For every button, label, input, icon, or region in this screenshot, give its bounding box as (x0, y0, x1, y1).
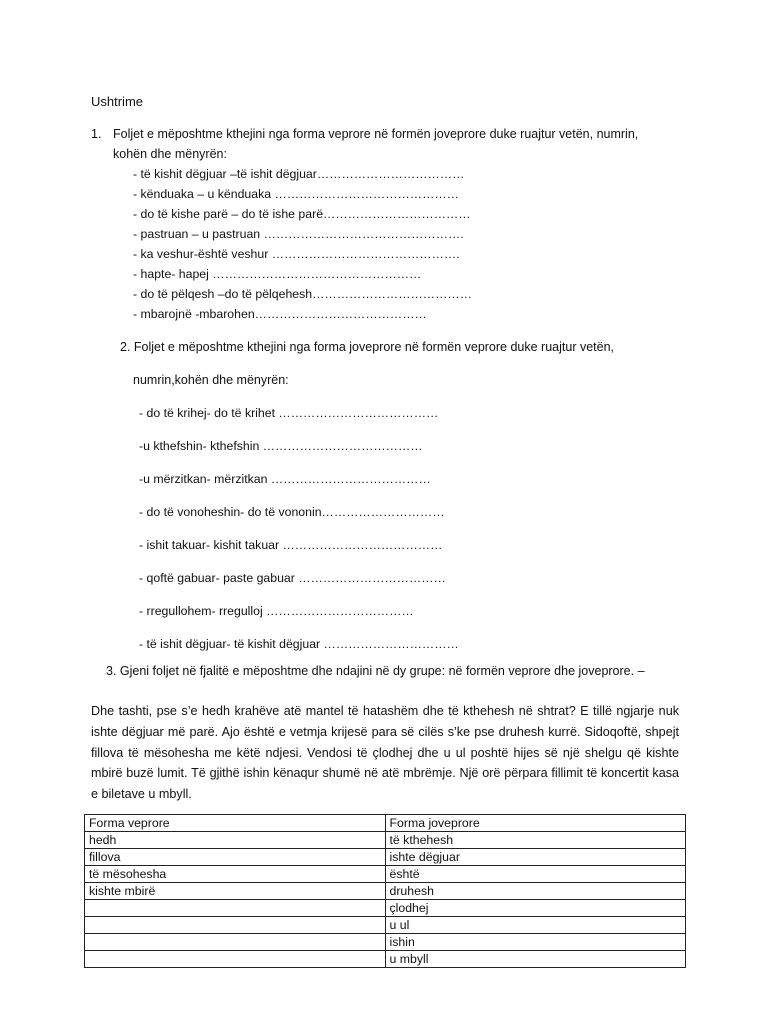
table-row (85, 849, 686, 866)
table-cell: hedh (85, 832, 386, 849)
table-cell: u ul (385, 917, 686, 934)
table-row (85, 866, 686, 883)
table-cell: është (385, 866, 686, 883)
exercise2-item: - do të krihej- do të krihet ………………………………… (139, 406, 439, 420)
exercise2-item: -u mërzitkan- mërzitkan ………………………………… (139, 472, 431, 486)
exercise2-instruction-line2: numrin,kohën dhe mënyrën: (133, 373, 289, 387)
exercise2-item: - të ishit dëgjuar- të kishit dëgjuar …………………………… (139, 637, 459, 651)
table-cell: ishin (385, 934, 686, 951)
exercise1-item: - do të kishe parë – do të ishe parë……………………………… (133, 207, 471, 221)
exercise1-number: 1. (91, 127, 102, 141)
table-cell (85, 934, 386, 951)
header-cell-active: Forma veprore (85, 815, 386, 832)
header-cell-passive: Forma joveprore (385, 815, 686, 832)
table-header-row (85, 815, 686, 832)
exercise2-item: - ishit takuar- kishit takuar ………………………………… (139, 538, 443, 552)
table-cell: të mësohesha (85, 866, 386, 883)
exercise1-item: - pastruan – u pastruan …………………………………………. (133, 227, 464, 241)
table-row (85, 951, 686, 968)
table-cell: të kthehesh (385, 832, 686, 849)
table-cell (85, 951, 386, 968)
table-cell (85, 917, 386, 934)
table-row (85, 917, 686, 934)
table-row (85, 883, 686, 900)
exercise2-item: - rregullohem- rregulloj ……………………………… (139, 604, 414, 618)
exercise2-item: -u kthefshin- kthefshin ………………………………… (139, 439, 423, 453)
table-cell (85, 900, 386, 917)
exercise2-item: - qoftë gabuar- paste gabuar ……………………………… (139, 571, 446, 585)
table-row (85, 934, 686, 951)
exercise3-paragraph: Dhe tashti, pse s’e hedh krahëve atë mantel të hatashëm dhe të kthehesh në shtrat? E tillë ngjarje nuk ishte dëgjuar më parë. Ajo është e vetmja krijesë para së cilës s’ke pse druhesh kurrë. Sidoqoftë, shpejt fillova të mësohesha me këtë ndjesi. Vendosi të çlodhej dhe u ul poshtë hijes së një shelgu që kishte mbirë buzë lumit. Të gjithë ishin kënaqur shumë në atë mbrëmje. Një orë përpara fillimit të koncertit kasa e biletave u mbyll. (91, 704, 679, 802)
exercise1-instruction-line2: kohën dhe mënyrën: (113, 147, 227, 161)
page-title: Ushtrime (91, 94, 144, 109)
table-cell: druhesh (385, 883, 686, 900)
exercise1-item: - mbarojnë -mbarohen…………………………………… (133, 307, 427, 321)
exercise1-item: - hapte- hapej …………………………………………… (133, 267, 422, 281)
table-cell: u mbyll (385, 951, 686, 968)
table-row (85, 832, 686, 849)
exercise2-item: - do të vonoheshin- do të vononin………………………… (139, 505, 445, 519)
exercise1-item: - kënduaka – u kënduaka ……………………………………… (133, 187, 459, 201)
exercise2-instruction-line1: 2. Foljet e mëposhtme kthejini nga forma joveprore në formën veprore duke ruajtur vetën, (120, 340, 615, 354)
table-cell: fillova (85, 849, 386, 866)
verb-forms-table (84, 814, 686, 968)
exercise1-item: - ka veshur-është veshur ………………………………………. (133, 247, 460, 261)
exercise3-instruction: 3. Gjeni foljet në fjalitë e mëposhtme dhe ndajini në dy grupe: në formën veprore dhe joveprore. – (106, 664, 645, 678)
table-cell: çlodhej (385, 900, 686, 917)
table-row (85, 900, 686, 917)
exercise1-instruction-line1: Foljet e mëposhtme kthejini nga forma veprore në formën joveprore duke ruajtur vetën, numrin, (113, 127, 639, 141)
exercise1-item: - të kishit dëgjuar –të ishit dëgjuar……………………………… (133, 167, 465, 181)
exercise1-item: - do të pëlqesh –do të pëlqehesh………………………………… (133, 287, 472, 301)
table-cell: kishte mbirë (85, 883, 386, 900)
table-cell: ishte dëgjuar (385, 849, 686, 866)
